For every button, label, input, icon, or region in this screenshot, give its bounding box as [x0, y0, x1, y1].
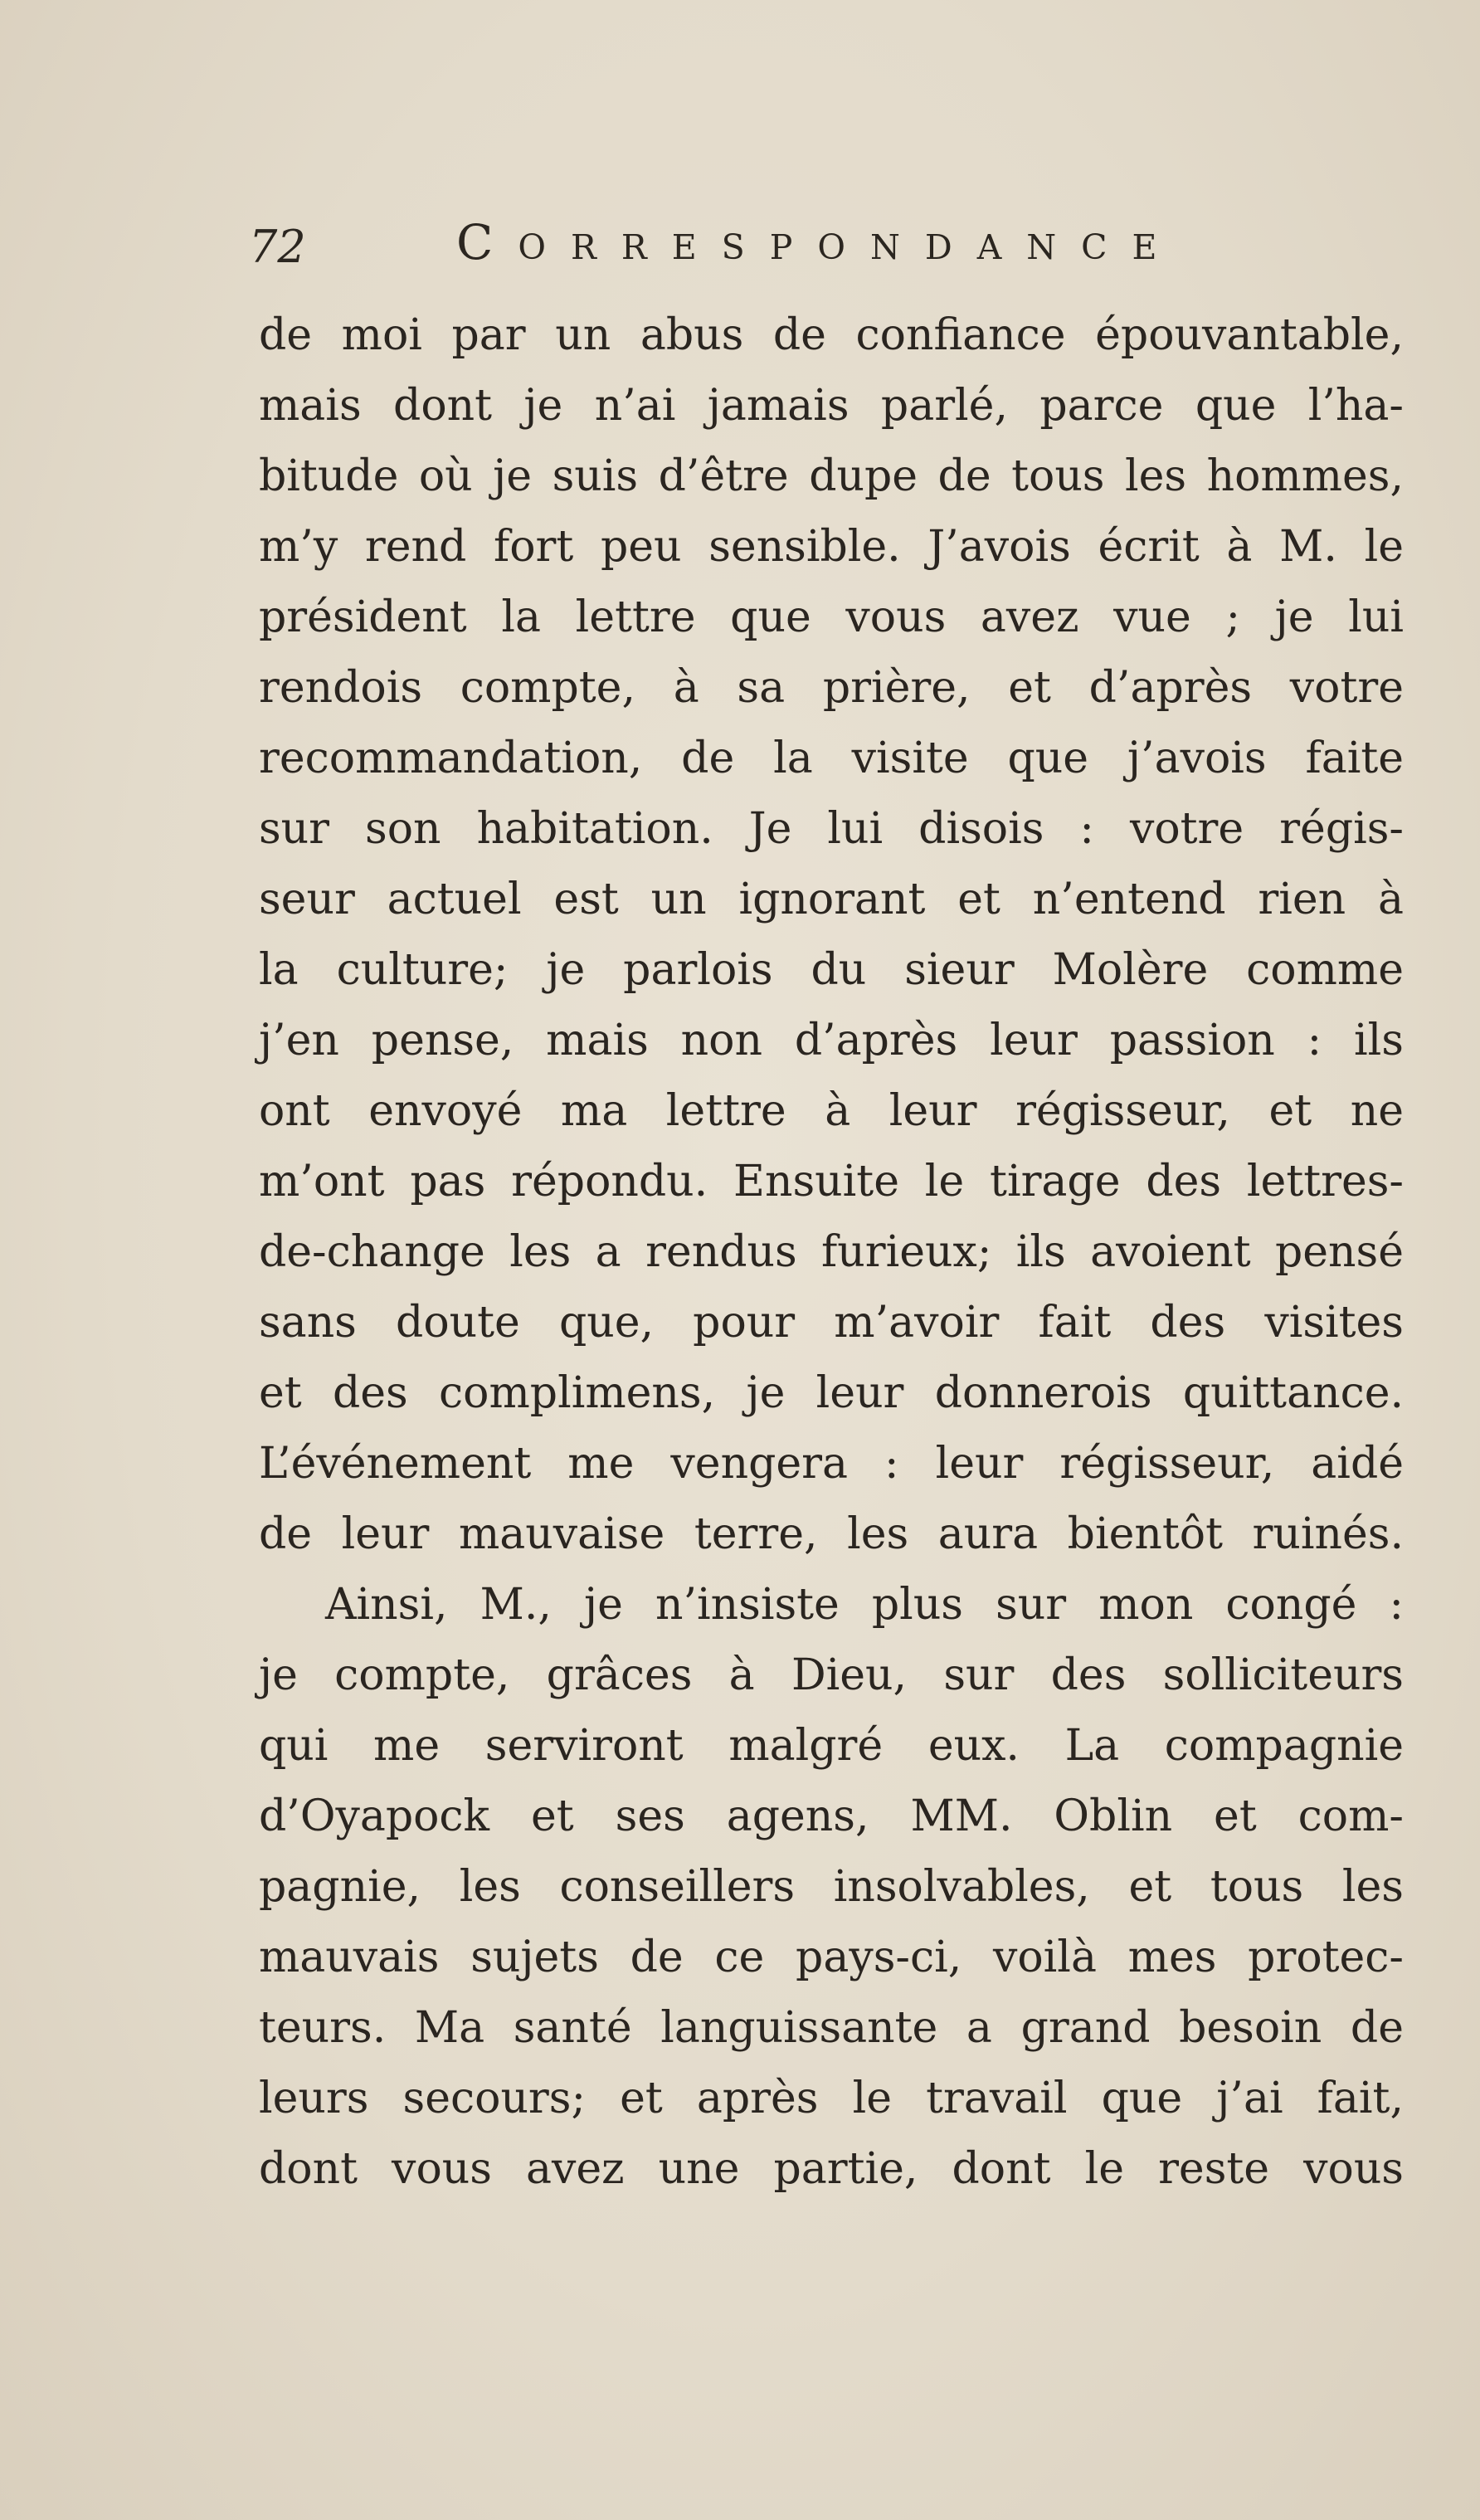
text-line: de leur mauvaise terre, les aura bientôt ruinés.: [259, 1509, 1404, 1559]
page-header: [249, 214, 1244, 280]
text-line: sur son habitation. Je lui disois : votre régis-: [259, 804, 1404, 854]
text-line: dont vous avez une partie, dont le reste vous: [259, 2144, 1404, 2194]
text-line: et des complimens, je leur donnerois quittance.: [259, 1368, 1404, 1418]
text-line: de moi par un abus de confiance épouvantable,: [259, 310, 1404, 360]
text-line: ont envoyé ma lettre à leur régisseur, et ne: [259, 1086, 1404, 1136]
text-line: je compte, grâces à Dieu, sur des solliciteurs: [259, 1650, 1404, 1700]
text-line: m’y rend fort peu sensible. J’avois écrit à M. le: [259, 522, 1404, 572]
text-line: L’événement me vengera : leur régisseur, aidé: [259, 1439, 1404, 1489]
text-line: président la lettre que vous avez vue ; je lui: [259, 592, 1404, 642]
text-line: m’ont pas répondu. Ensuite le tirage des lettres-: [259, 1157, 1404, 1206]
text-line: pagnie, les conseillers insolvables, et tous les: [259, 1862, 1404, 1912]
text-line: qui me serviront malgré eux. La compagnie: [259, 1721, 1404, 1771]
running-head: Correspondance: [456, 214, 1182, 271]
body-text: [259, 300, 1404, 2205]
text-line: Ainsi, M., je n’insiste plus sur mon congé :: [325, 1580, 1404, 1630]
text-line: recommandation, de la visite que j’avois faite: [259, 734, 1404, 783]
text-line: seur actuel est un ignorant et n’entend rien à: [259, 875, 1404, 924]
text-line: leurs secours; et après le travail que j’ai fait,: [259, 2074, 1404, 2123]
text-line: sans doute que, pour m’avoir fait des visites: [259, 1298, 1404, 1348]
text-line: bitude où je suis d’être dupe de tous les hommes,: [259, 451, 1404, 501]
text-line: d’Oyapock et ses agens, MM. Oblin et com-: [259, 1791, 1404, 1841]
text-line: de-change les a rendus furieux; ils avoient pensé: [259, 1227, 1404, 1277]
text-line: la culture; je parlois du sieur Molère comme: [259, 945, 1404, 995]
text-line: rendois compte, à sa prière, et d’après votre: [259, 663, 1404, 713]
text-line: mauvais sujets de ce pays-ci, voilà mes protec-: [259, 1933, 1404, 1982]
page-number: 72: [249, 221, 306, 273]
text-line: mais dont je n’ai jamais parlé, parce que l’ha-: [259, 381, 1404, 431]
text-line: j’en pense, mais non d’après leur passion : ils: [259, 1016, 1404, 1065]
text-line: teurs. Ma santé languissante a grand besoin de: [259, 2003, 1404, 2053]
